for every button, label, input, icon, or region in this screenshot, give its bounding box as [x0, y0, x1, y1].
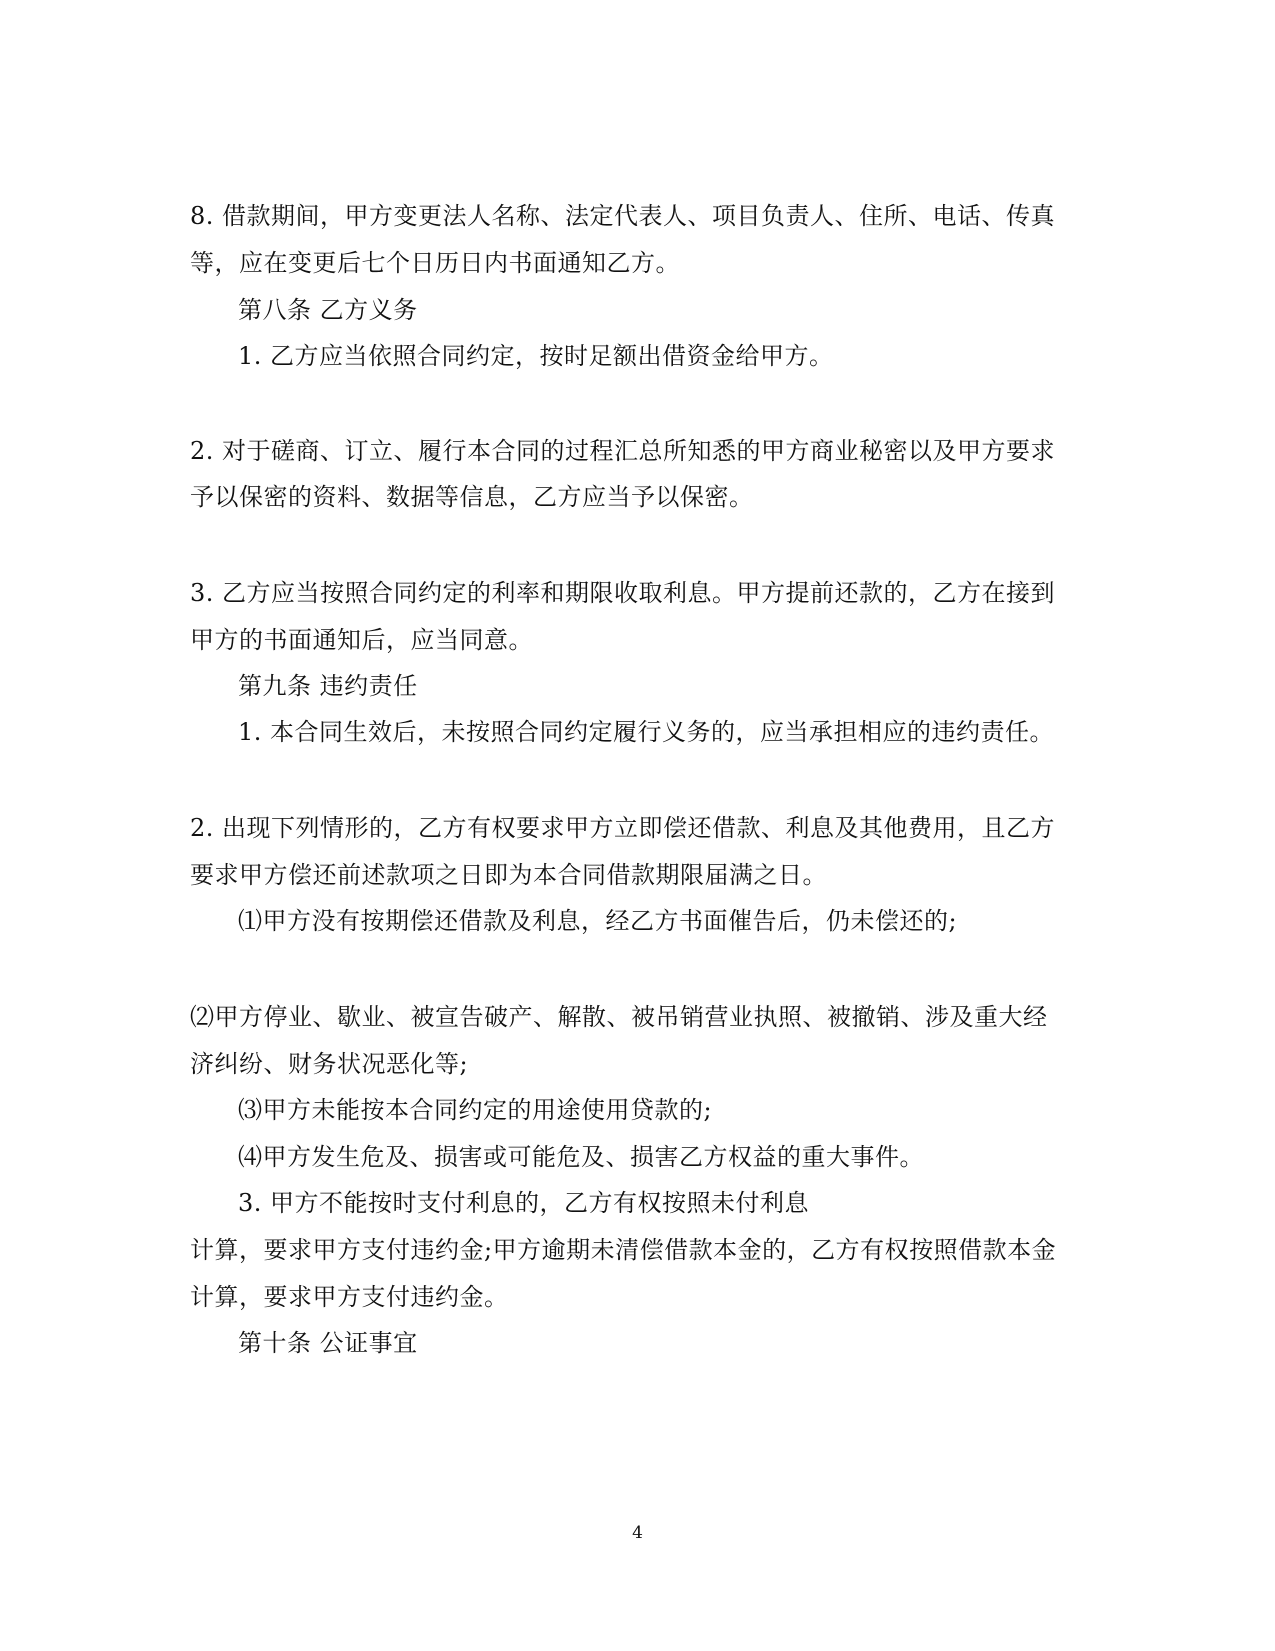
text-line: 计算，要求甲方支付违约金;甲方逾期未清偿借款本金的，乙方有权按照借款本金: [190, 1236, 1057, 1264]
section-heading: 第九条 违约责任: [238, 672, 418, 700]
text-line: 予以保密的资料、数据等信息，乙方应当予以保密。: [190, 483, 754, 511]
section-heading: 第八条 乙方义务: [238, 296, 418, 324]
text-line: 1. 乙方应当依照合同约定，按时足额出借资金给甲方。: [238, 342, 834, 370]
text-line: 甲方的书面通知后，应当同意。: [190, 626, 533, 654]
text-line: 济纠纷、财务状况恶化等;: [190, 1050, 469, 1078]
text-line: 8. 借款期间，甲方变更法人名称、法定代表人、项目负责人、住所、电话、传真: [190, 202, 1056, 230]
text-line: 3. 乙方应当按照合同约定的利率和期限收取利息。甲方提前还款的，乙方在接到: [190, 579, 1056, 607]
text-line: 等，应在变更后七个日历日内书面通知乙方。: [190, 249, 680, 277]
section-heading: 第十条 公证事宜: [238, 1329, 418, 1357]
list-item: ⑴甲方没有按期偿还借款及利息，经乙方书面催告后，仍未偿还的;: [238, 907, 958, 935]
list-item: ⑵甲方停业、歇业、被宣告破产、解散、被吊销营业执照、被撤销、涉及重大经: [190, 1003, 1048, 1031]
text-line: 2. 对于磋商、订立、履行本合同的过程汇总所知悉的甲方商业秘密以及甲方要求: [190, 437, 1056, 465]
text-line: 要求甲方偿还前述款项之日即为本合同借款期限届满之日。: [190, 861, 827, 889]
text-line: 3. 甲方不能按时支付利息的，乙方有权按照未付利息: [238, 1189, 810, 1217]
page-number: 4: [632, 1523, 643, 1543]
text-line: 1. 本合同生效后，未按照合同约定履行义务的，应当承担相应的违约责任。: [238, 718, 1055, 746]
list-item: ⑷甲方发生危及、损害或可能危及、损害乙方权益的重大事件。: [238, 1143, 924, 1171]
text-line: 2. 出现下列情形的，乙方有权要求甲方立即偿还借款、利息及其他费用，且乙方: [190, 814, 1056, 842]
list-item: ⑶甲方未能按本合同约定的用途使用贷款的;: [238, 1096, 713, 1124]
text-line: 计算，要求甲方支付违约金。: [190, 1283, 509, 1311]
